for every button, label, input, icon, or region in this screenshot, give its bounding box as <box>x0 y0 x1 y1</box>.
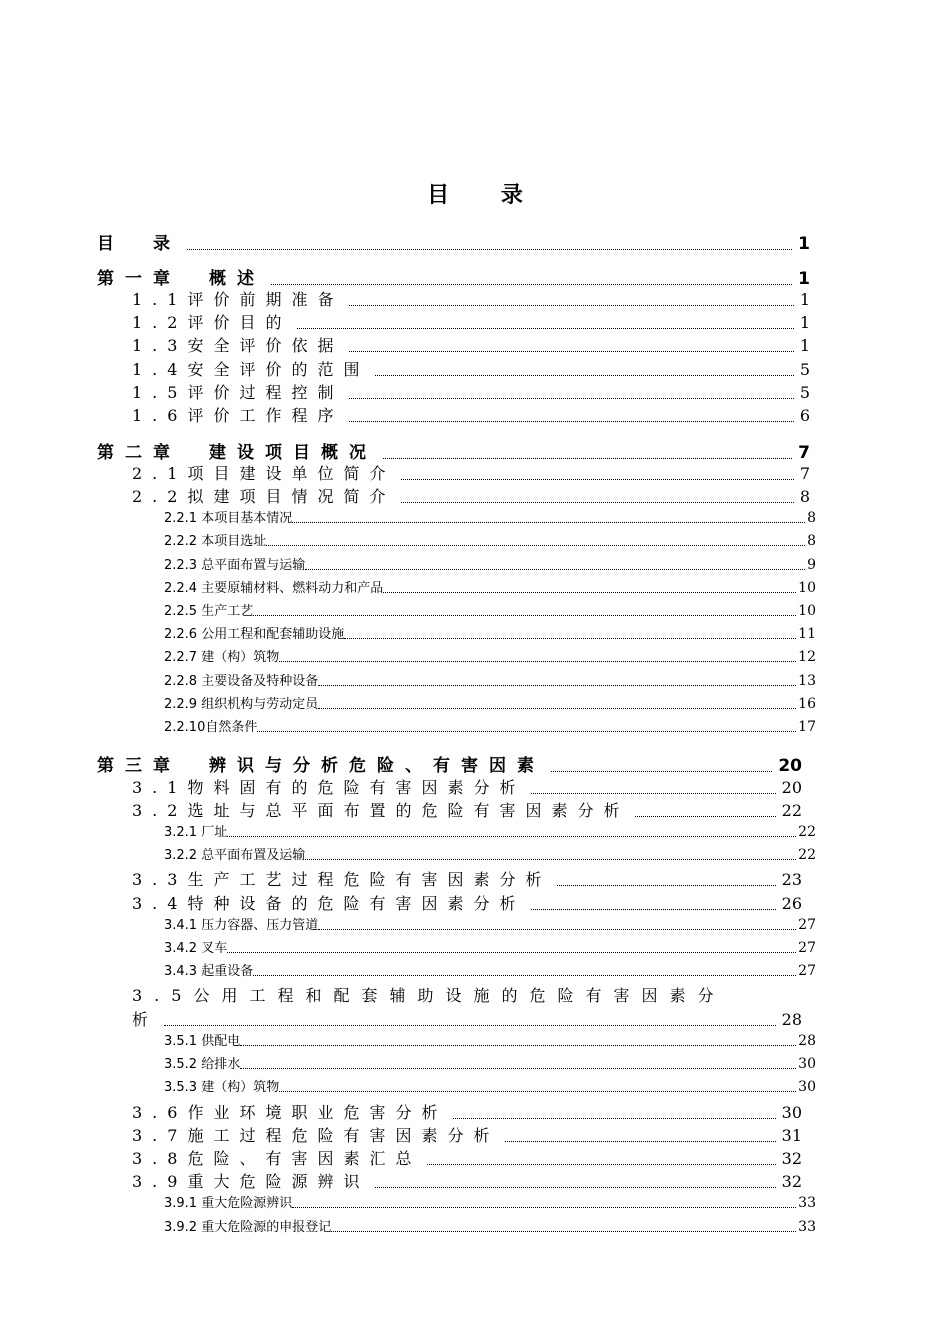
dot-leader <box>551 771 772 772</box>
toc-entry-title: 目 录 <box>97 234 181 254</box>
toc-entry[interactable] <box>132 867 802 890</box>
toc-entry-page-number: 22 <box>798 824 816 840</box>
toc-entry-title: 3.9重大危险源辨识 <box>132 1172 370 1191</box>
dot-leader <box>253 615 796 616</box>
toc-entry-page-number: 13 <box>798 673 816 689</box>
dot-leader <box>505 1141 775 1142</box>
toc-entry-page-number: 11 <box>798 626 816 642</box>
toc-entry[interactable] <box>164 1076 816 1095</box>
dot-leader <box>227 952 796 953</box>
toc-entry[interactable] <box>164 937 816 956</box>
toc-entry[interactable] <box>132 484 810 507</box>
toc-entry-title: 1.6评价工作程序 <box>132 406 344 425</box>
toc-entry-title: 3.2.1 厂址 <box>164 825 228 840</box>
toc-entry[interactable] <box>132 1169 802 1192</box>
dot-leader <box>349 398 793 399</box>
toc-entry-page-number: 20 <box>778 756 802 776</box>
dot-leader <box>187 249 792 250</box>
toc-entry-title: 3.4特种设备的危险有害因素分析 <box>132 894 526 913</box>
dot-leader <box>240 1068 796 1069</box>
dot-leader <box>305 569 805 570</box>
toc-entry[interactable] <box>132 357 810 380</box>
toc-entry-title: 3.6作业环境职业危害分析 <box>132 1103 448 1122</box>
dot-leader <box>297 328 793 329</box>
toc-entry[interactable] <box>164 623 816 642</box>
toc-entry-page-number: 28 <box>781 1010 802 1029</box>
toc-entry-page-number: 22 <box>781 801 802 820</box>
toc-entry[interactable] <box>164 821 816 840</box>
dot-leader <box>635 816 775 817</box>
toc-entry[interactable] <box>132 287 810 310</box>
toc-entry-page-number: 20 <box>781 778 802 797</box>
toc-entry-title: 2.2.5 生产工艺 <box>164 604 254 619</box>
toc-entry-page-number: 32 <box>781 1172 802 1191</box>
dot-leader <box>531 909 775 910</box>
toc-entry-page-number: 1 <box>799 313 810 332</box>
toc-entry-title: 2.2.9 组织机构与劳动定员 <box>164 697 319 712</box>
toc-entry-title: 3.5.1 供配电 <box>164 1034 241 1049</box>
dot-leader <box>279 1091 796 1092</box>
toc-entry[interactable] <box>164 960 816 979</box>
dot-leader <box>292 522 805 523</box>
toc-entry-page-number: 31 <box>781 1126 802 1145</box>
toc-entry-title: 3.2选址与总平面布置的危险有害因素分析 <box>132 801 630 820</box>
toc-entry-title: 3.3生产工艺过程危险有害因素分析 <box>132 870 552 889</box>
dot-leader <box>557 885 775 886</box>
toc-entry-page-number: 30 <box>798 1079 816 1095</box>
toc-entry-title: 2.2.1 本项目基本情况 <box>164 511 293 526</box>
toc-entry-title: 2.2.6 公用工程和配套辅助设施 <box>164 627 345 642</box>
toc-entry-title: 3.5公用工程和配套辅助设施的危险有害因素分 <box>132 986 726 1005</box>
toc-entry-title: 第二章 建设项目概况 <box>97 443 377 463</box>
toc-entry[interactable] <box>97 229 810 254</box>
dot-leader <box>266 545 805 546</box>
toc-entry[interactable] <box>132 891 802 914</box>
toc-entry[interactable] <box>132 333 810 356</box>
toc-entry[interactable] <box>164 554 816 573</box>
toc-entry[interactable] <box>132 775 802 798</box>
toc-entry[interactable] <box>164 646 816 665</box>
dot-leader <box>344 638 796 639</box>
toc-entry[interactable] <box>97 264 810 289</box>
dot-leader <box>349 305 793 306</box>
toc-entry[interactable] <box>164 670 816 689</box>
toc-entry-page-number: 10 <box>798 603 816 619</box>
dot-leader <box>401 502 793 503</box>
dot-leader <box>318 929 796 930</box>
toc-entry-title: 1.1评价前期准备 <box>132 290 344 309</box>
toc-entry-page-number: 30 <box>798 1056 816 1072</box>
toc-entry-page-number: 28 <box>798 1033 816 1049</box>
toc-entry[interactable] <box>132 461 810 484</box>
dot-leader <box>227 836 796 837</box>
toc-entry-page-number: 5 <box>799 383 810 402</box>
toc-entry-page-number: 8 <box>799 487 810 506</box>
toc-entry-title: 1.2评价目的 <box>132 313 292 332</box>
toc-entry[interactable] <box>164 1192 816 1211</box>
toc-entry[interactable] <box>132 1100 802 1123</box>
toc-entry-title: 3.5.2 给排水 <box>164 1057 241 1072</box>
dot-leader <box>383 592 796 593</box>
dot-leader <box>383 458 792 459</box>
dot-leader <box>401 479 793 480</box>
toc-entry-title: 第三章 辨识与分析危险、有害因素 <box>97 756 545 776</box>
toc-entry-title: 2.2.4 主要原辅材料、燃料动力和产品 <box>164 581 384 596</box>
toc-entry[interactable] <box>132 403 810 426</box>
toc-entry-title: 3.2.2 总平面布置及运输 <box>164 848 306 863</box>
toc-entry[interactable] <box>132 1007 802 1030</box>
toc-entry-page-number: 12 <box>798 649 816 665</box>
toc-entry-title: 3.8危险、有害因素汇总 <box>132 1149 422 1168</box>
dot-leader <box>271 284 792 285</box>
toc-entry-title: 2.2.8 主要设备及特种设备 <box>164 674 319 689</box>
dot-leader <box>305 859 796 860</box>
dot-leader <box>240 1045 796 1046</box>
toc-entry-title: 3.9.1 重大危险源辨识 <box>164 1196 293 1211</box>
toc-entry-page-number: 5 <box>799 360 810 379</box>
page-title: 目 录 <box>427 183 545 208</box>
toc-entry[interactable] <box>164 577 816 596</box>
toc-entry-page-number: 1 <box>798 234 810 254</box>
dot-leader <box>253 975 796 976</box>
toc-entry[interactable] <box>164 716 816 735</box>
toc-entry-page-number: 1 <box>798 269 810 289</box>
toc-entry-title: 3.5.3 建（构）筑物 <box>164 1080 280 1095</box>
toc-entry[interactable] <box>164 844 816 863</box>
toc-entry[interactable] <box>132 1146 802 1169</box>
toc-entry-page-number: 32 <box>781 1149 802 1168</box>
toc-entry[interactable] <box>132 380 810 403</box>
toc-entry[interactable] <box>164 507 816 526</box>
toc-entry-title: 2.2拟建项目情况简介 <box>132 487 396 506</box>
toc-entry-page-number: 17 <box>798 719 816 735</box>
dot-leader <box>375 375 793 376</box>
toc-entry-page-number: 27 <box>798 940 816 956</box>
toc-entry-title: 1.3安全评价依据 <box>132 336 344 355</box>
toc-entry-page-number: 8 <box>807 533 816 549</box>
dot-leader <box>331 1231 796 1232</box>
dot-leader <box>279 661 796 662</box>
dot-leader <box>531 793 775 794</box>
dot-leader <box>257 731 796 732</box>
toc-entry-page-number: 27 <box>798 917 816 933</box>
toc-entry-title: 2.2.3 总平面布置与运输 <box>164 558 306 573</box>
toc-entry-title: 3.4.3 起重设备 <box>164 964 254 979</box>
toc-entry[interactable] <box>164 914 816 933</box>
dot-leader <box>318 708 796 709</box>
toc-entry-page-number: 16 <box>798 696 816 712</box>
toc-entry[interactable] <box>132 1123 802 1146</box>
toc-entry-title: 1.4安全评价的范围 <box>132 360 370 379</box>
toc-entry[interactable] <box>132 310 810 333</box>
toc-entry-page-number: 6 <box>799 406 810 425</box>
toc-entry[interactable] <box>164 1216 816 1235</box>
toc-entry[interactable] <box>164 600 816 619</box>
toc-entry-title: 1.5评价过程控制 <box>132 383 344 402</box>
toc-entry-page-number: 23 <box>781 870 802 889</box>
toc-entry-title: 2.2.2 本项目选址 <box>164 534 267 549</box>
toc-entry-page-number: 1 <box>799 290 810 309</box>
dot-leader <box>453 1118 775 1119</box>
toc-entry-page-number: 27 <box>798 963 816 979</box>
dot-leader <box>318 685 796 686</box>
toc-entry-title: 3.7施工过程危险有害因素分析 <box>132 1126 500 1145</box>
toc-entry-page-number: 22 <box>798 847 816 863</box>
toc-entry-page-number: 8 <box>807 510 816 526</box>
toc-entry-page-number: 7 <box>799 464 810 483</box>
toc-entry-page-number: 30 <box>781 1103 802 1122</box>
toc-entry-title: 析 <box>132 1010 159 1029</box>
toc-entry-title: 2.1项目建设单位简介 <box>132 464 396 483</box>
dot-leader <box>349 421 793 422</box>
toc-entry-page-number: 33 <box>798 1219 816 1235</box>
toc-entry-page-number: 7 <box>798 443 810 463</box>
toc-entry[interactable] <box>164 1030 816 1049</box>
toc-entry-page-number: 33 <box>798 1195 816 1211</box>
toc-entry-title: 3.4.2 叉车 <box>164 941 228 956</box>
toc-entry-page-number: 9 <box>807 557 816 573</box>
dot-leader <box>292 1207 796 1208</box>
dot-leader <box>349 351 793 352</box>
toc-entry[interactable] <box>97 438 810 463</box>
toc-entry-page-number: 1 <box>799 336 810 355</box>
toc-entry[interactable] <box>164 530 816 549</box>
toc-entry-title: 2.2.7 建（构）筑物 <box>164 650 280 665</box>
toc-entry-title: 3.4.1 压力容器、压力管道 <box>164 918 319 933</box>
dot-leader <box>164 1025 776 1026</box>
toc-entry-title: 2.2.10自然条件 <box>164 720 258 735</box>
toc-entry[interactable] <box>132 798 802 821</box>
toc-entry-page-number: 10 <box>798 580 816 596</box>
toc-entry-title: 3.9.2 重大危险源的申报登记 <box>164 1220 332 1235</box>
toc-entry-title: 第一章 概述 <box>97 269 265 289</box>
toc-entry-title: 3.1物料固有的危险有害因素分析 <box>132 778 526 797</box>
toc-entry[interactable] <box>164 693 816 712</box>
dot-leader <box>427 1164 775 1165</box>
toc-entry[interactable] <box>164 1053 816 1072</box>
dot-leader <box>375 1187 775 1188</box>
toc-entry-page-number: 26 <box>781 894 802 913</box>
toc-entry[interactable] <box>97 751 802 776</box>
